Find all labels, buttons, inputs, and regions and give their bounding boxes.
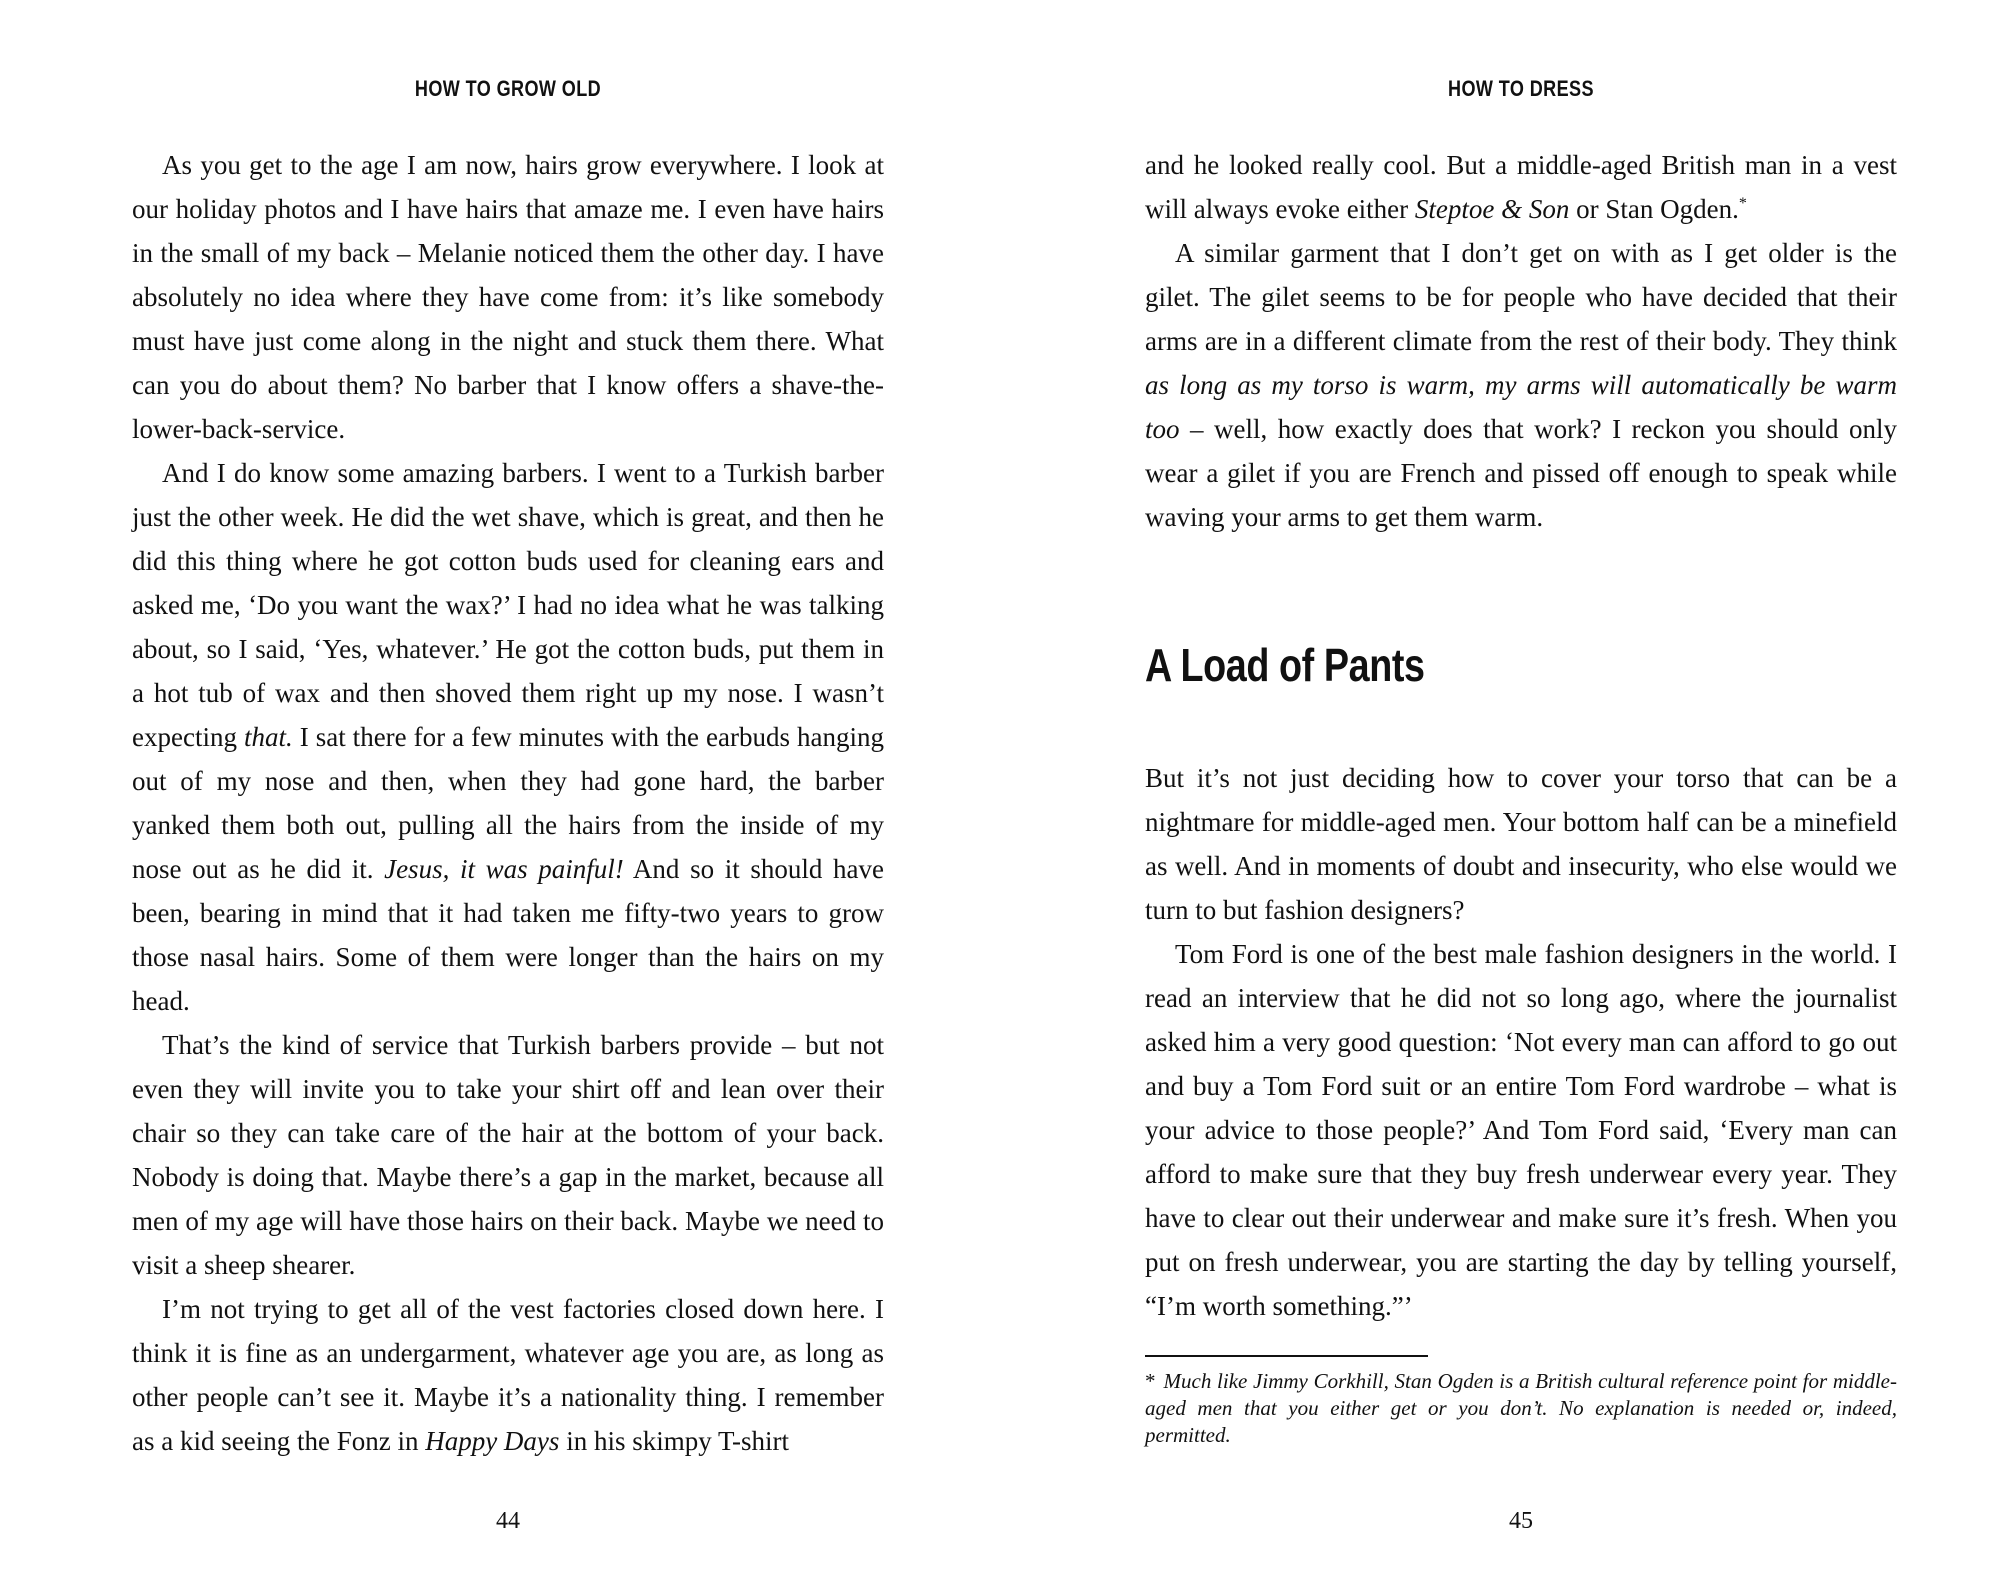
footnote-rule bbox=[1145, 1355, 1428, 1357]
paragraph: A similar garment that I don’t get on with as I get older is the gilet. The gilet seems to be for people who have decided that their arms are in a different climate from the rest of their body. They think as long as my torso is warm, my arms will automatically be warm too – well, how exactly does that work? I reckon you should only wear a gilet if you are French and pissed off enough to speak while waving your arms to get them warm. bbox=[1145, 238, 1897, 532]
paragraph: And I do know some amazing barbers. I went to a Turkish barber just the other week. He did the wet shave, which is great, and then he did this thing where he got cotton buds used for cleaning ears and asked me, ‘Do you want the wax?’ I had no idea what he was talking about, so I said, ‘Yes, whatever.’ He got the cotton buds, put them in a hot tub of wax and then shoved them right up my nose. I wasn’t expecting that. I sat there for a few minutes with the earbuds hanging out of my nose and then, when they had gone hard, the barber yanked them both out, pulling all the hairs from the inside of my nose out as he did it. Jesus, it was painful! And so it should have been, bearing in mind that it had taken me fifty-two years to grow those nasal hairs. Some of them were longer than the hairs on my head. bbox=[132, 458, 884, 1016]
section-title: A Load of Pants bbox=[1145, 639, 1425, 691]
left-body-text bbox=[132, 143, 884, 1463]
page-number-right: 45 bbox=[1509, 1508, 1533, 1534]
paragraph: That’s the kind of service that Turkish barbers provide – but not even they will invite you to take your shirt off and lean over their chair so they can take care of the hair at the bottom of your back. Nobody is doing that. Maybe there’s a gap in the market, because all men of my age will have those hairs on their back. Maybe we need to visit a sheep shearer. bbox=[132, 1030, 884, 1280]
right-body-text-top bbox=[1145, 143, 1897, 539]
right-page bbox=[1145, 0, 1897, 1578]
paragraph: Tom Ford is one of the best male fashion designers in the world. I read an interview that he did not so long ago, where the journalist asked him a very good question: ‘Not every man can afford to go out and buy a Tom Ford suit or an entire Tom Ford wardrobe – what is your advice to those people?’ And Tom Ford said, ‘Every man can afford to make sure that they buy fresh underwear every year. They have to clear out their underwear and make sure it’s fresh. When you put on fresh underwear, you are starting the day by telling yourself, “I’m worth something.”’ bbox=[1145, 939, 1897, 1321]
right-body-text-bottom bbox=[1145, 756, 1897, 1328]
running-head-left: HOW TO GROW OLD bbox=[414, 76, 602, 101]
footnote bbox=[1145, 1368, 1897, 1449]
paragraph: and he looked really cool. But a middle-aged British man in a vest will always evoke either Steptoe & Son or Stan Ogden.* bbox=[1145, 150, 1897, 224]
running-head-right: HOW TO DRESS bbox=[1448, 76, 1594, 101]
page-number-left: 44 bbox=[496, 1508, 520, 1534]
left-page bbox=[132, 0, 884, 1578]
paragraph: I’m not trying to get all of the vest factories closed down here. I think it is fine as an undergarment, whatever age you are, as long as other people can’t see it. Maybe it’s a nationality thing. I remember as a kid seeing the Fonz in Happy Days in his skimpy T-shirt bbox=[132, 1294, 884, 1456]
footnote-text: Much like Jimmy Corkhill, Stan Ogden is a British cultural reference point for middle-aged men that you either get or you don’t. No explanation is needed or, indeed, permitted. bbox=[1145, 1369, 1897, 1447]
paragraph: As you get to the age I am now, hairs grow everywhere. I look at our holiday photos and I have hairs that amaze me. I even have hairs in the small of my back – Melanie noticed them the other day. I have absolutely no idea where they have come from: it’s like somebody must have just come along in the night and stuck them there. What can you do about them? No barber that I know offers a shave-the-lower-back-service. bbox=[132, 150, 884, 444]
paragraph: But it’s not just deciding how to cover your torso that can be a nightmare for middle-aged men. Your bottom half can be a minefield as well. And in moments of doubt and insecurity, who else would we turn to but fashion designers? bbox=[1145, 763, 1897, 925]
footnote-mark: * bbox=[1145, 1369, 1156, 1393]
footnote-marker: * bbox=[1738, 195, 1747, 212]
